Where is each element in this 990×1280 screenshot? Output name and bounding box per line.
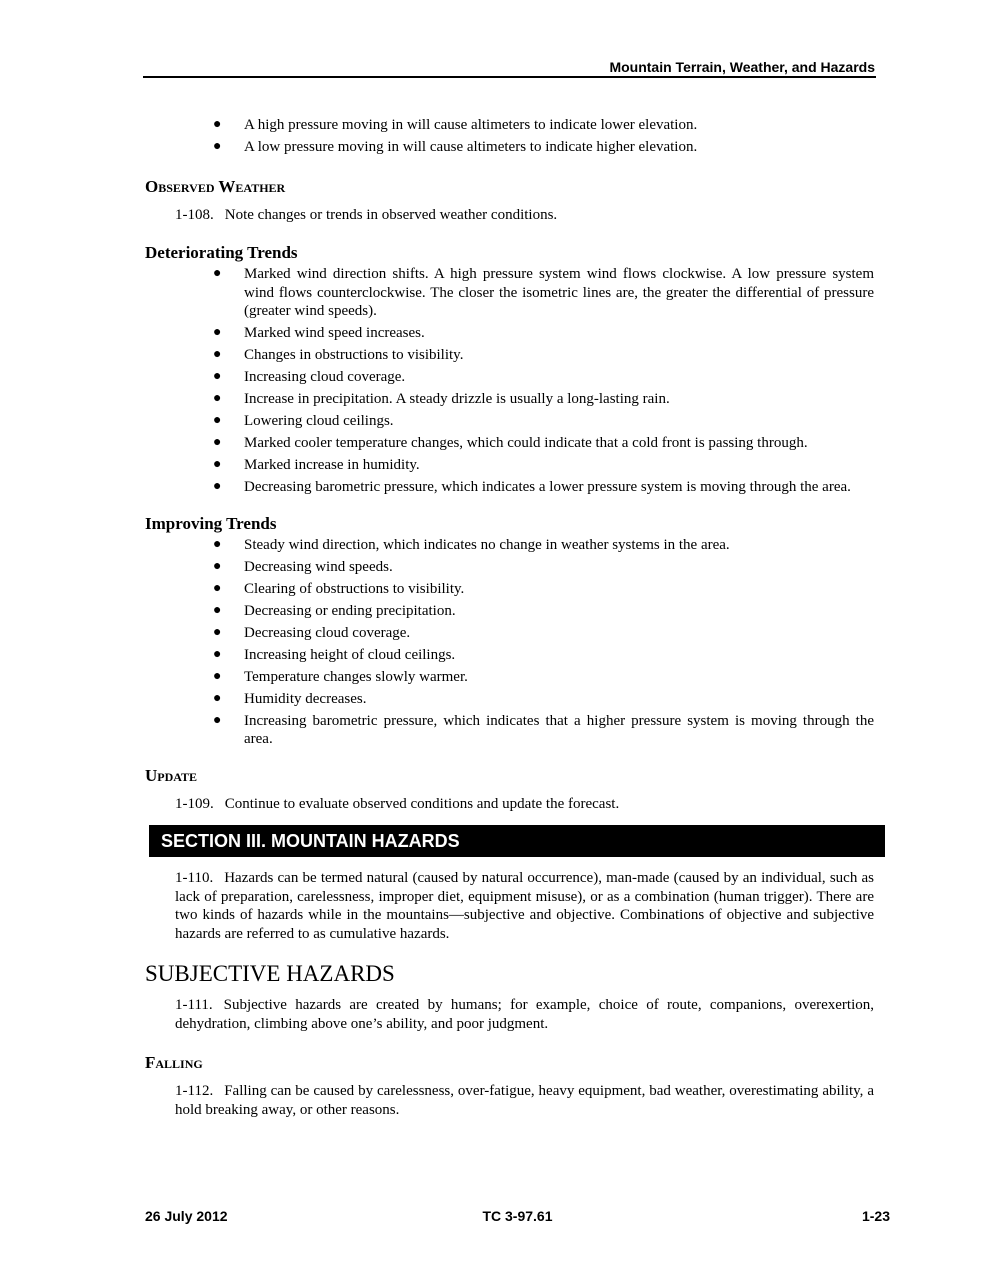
paragraph-text: Falling can be caused by carelessness, over-fatigue, heavy equipment, bad weather, overestimating ability, a hold breaking away, or other reasons. [175, 1083, 874, 1118]
deteriorating-trends-list [145, 265, 874, 497]
page-footer [145, 1208, 890, 1224]
paragraph-text: Note changes or trends in observed weather conditions. [224, 206, 558, 223]
header-rule [143, 76, 876, 78]
paragraph-text: Subjective hazards are created by humans; for example, choice of route, companions, overexertion, dehydration, climbing above one’s ability, and poor judgment. [175, 997, 874, 1032]
list-item: ● Marked cooler temperature changes, which could indicate that a cold front is passing through. [244, 434, 874, 453]
improving-trends-list [145, 536, 874, 749]
paragraph-1-111 [145, 996, 874, 1033]
list-item: ● A high pressure moving in will cause altimeters to indicate lower elevation. [244, 116, 874, 135]
paragraph-number: 1-108. [175, 206, 214, 223]
list-item: ● Decreasing cloud coverage. [244, 624, 874, 643]
list-item: ● Marked increase in humidity. [244, 456, 874, 475]
list-item: ● Increasing barometric pressure, which indicates that a higher pressure system is moving through the area. [244, 712, 874, 749]
paragraph-number: 1-109. [175, 795, 214, 812]
list-item: ● Decreasing or ending precipitation. [244, 602, 874, 621]
list-item: ● Increasing cloud coverage. [244, 368, 874, 387]
list-item: ● Lowering cloud ceilings. [244, 412, 874, 431]
paragraph-1-112 [145, 1082, 874, 1119]
improving-trends-heading: Improving Trends [145, 513, 277, 533]
section-title-band: SECTION III. MOUNTAIN HAZARDS [149, 825, 885, 857]
list-item: ● Clearing of obstructions to visibility. [244, 580, 874, 599]
observed-weather-heading: Observed Weather [145, 176, 286, 196]
paragraph-1-108 [145, 206, 874, 225]
list-item: ● Humidity decreases. [244, 690, 874, 709]
paragraph-number: 1-112. [175, 1083, 214, 1099]
deteriorating-trends-heading: Deteriorating Trends [145, 243, 298, 262]
paragraph-1-109 [145, 795, 874, 814]
list-item: ● Increasing height of cloud ceilings. [244, 646, 874, 665]
update-heading: Update [145, 765, 198, 785]
paragraph-number: 1-110. [175, 870, 214, 886]
paragraph-text: Continue to evaluate observed conditions and update the forecast. [224, 795, 620, 812]
list-item: ● Decreasing wind speeds. [244, 558, 874, 577]
list-item: ● Marked wind direction shifts. A high pressure system wind flows clockwise. A low pressure system wind flows counterclockwise. The closer the isometric lines are, the greater the differential of pressure (greater wind speeds). [244, 265, 874, 321]
paragraph-number: 1-111. [175, 997, 213, 1013]
footer-page-number: 1-23 [861, 1208, 890, 1224]
footer-doc-id: TC 3-97.61 [482, 1208, 553, 1224]
paragraph-1-110 [145, 869, 874, 943]
list-item: ● Decreasing barometric pressure, which indicates a lower pressure system is moving through the area. [244, 478, 874, 497]
running-header: Mountain Terrain, Weather, and Hazards [609, 59, 875, 75]
subjective-hazards-heading: SUBJECTIVE HAZARDS [145, 961, 395, 986]
paragraph-text: Hazards can be termed natural (caused by natural occurrence), man-made (caused by an individual, such as lack of preparation, carelessness, improper diet, equipment misuse), or as a combination (human trigger). There are two kinds of hazards while in the mountains—subjective and objective. Combinations of objective and subjective hazards are referred to as cumulative hazards. [175, 870, 874, 942]
footer-date: 26 July 2012 [145, 1208, 228, 1224]
list-item: ● Changes in obstructions to visibility. [244, 346, 874, 365]
list-item: ● Steady wind direction, which indicates no change in weather systems in the area. [244, 536, 874, 555]
list-item: ● Increase in precipitation. A steady drizzle is usually a long-lasting rain. [244, 390, 874, 409]
intro-bullet-list [145, 116, 874, 157]
falling-heading: Falling [145, 1053, 203, 1072]
list-item: ● A low pressure moving in will cause altimeters to indicate higher elevation. [244, 138, 874, 157]
list-item: ● Temperature changes slowly warmer. [244, 668, 874, 687]
page-body [145, 116, 874, 1119]
list-item: ● Marked wind speed increases. [244, 324, 874, 343]
